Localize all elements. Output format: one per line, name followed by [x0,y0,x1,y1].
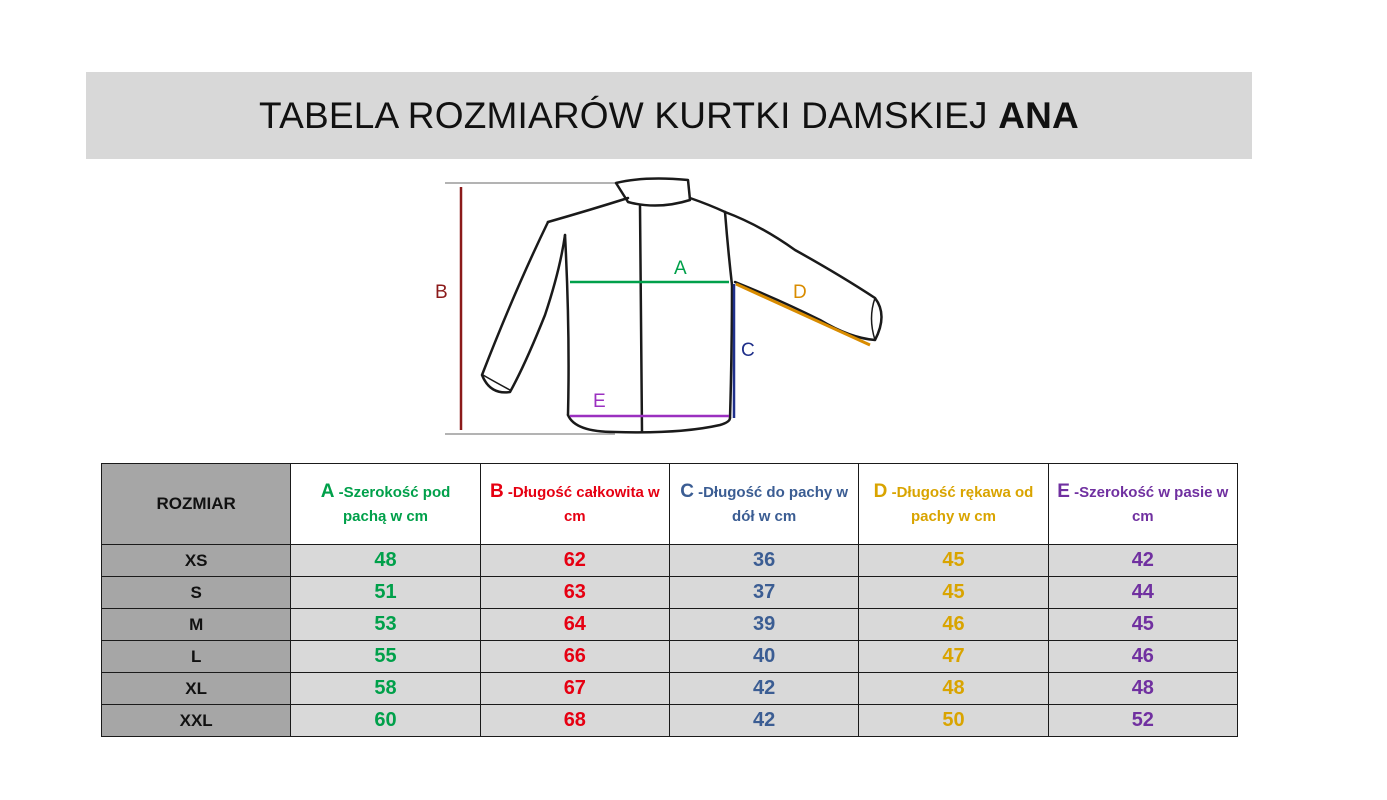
header-a [291,464,480,545]
size-cell: M [102,609,291,641]
jacket-illustration [420,170,920,445]
page-title [259,95,1079,137]
value-b: 64 [480,609,669,641]
value-e: 52 [1048,705,1237,737]
value-a: 58 [291,673,480,705]
header-c-letter: C [680,480,694,502]
header-d-text: -Długość rękawa od pachy w cm [887,483,1034,525]
value-c: 37 [669,577,858,609]
header-a-text: -Szerokość pod pachą w cm [334,483,451,525]
header-size: ROZMIAR [102,464,291,545]
size-cell: XS [102,545,291,577]
value-a: 53 [291,609,480,641]
value-c: 39 [669,609,858,641]
header-c-text: -Długość do pachy w dół w cm [693,483,849,525]
size-cell: L [102,641,291,673]
value-e: 46 [1048,641,1237,673]
header-d [859,464,1048,545]
label-b: B [435,282,448,303]
value-d: 47 [859,641,1048,673]
header-c [669,464,858,545]
title-text: TABELA ROZMIARÓW KURTKI DAMSKIEJ [259,94,999,136]
label-a: A [674,258,687,279]
title-product-name: ANA [998,94,1079,136]
value-d: 46 [859,609,1048,641]
value-c: 42 [669,705,858,737]
value-d: 45 [859,545,1048,577]
label-c: C [741,340,755,361]
value-b: 68 [480,705,669,737]
value-d: 50 [859,705,1048,737]
value-b: 62 [480,545,669,577]
table-row [102,545,1238,577]
size-cell: XL [102,673,291,705]
table-row [102,673,1238,705]
value-b: 67 [480,673,669,705]
value-e: 42 [1048,545,1237,577]
value-b: 66 [480,641,669,673]
title-banner [86,72,1252,159]
value-a: 55 [291,641,480,673]
header-e [1048,464,1237,545]
value-d: 45 [859,577,1048,609]
header-b-letter: B [490,480,504,502]
value-a: 48 [291,545,480,577]
value-c: 36 [669,545,858,577]
value-e: 48 [1048,673,1237,705]
header-b-text: -Długość całkowita w cm [503,483,660,525]
value-c: 42 [669,673,858,705]
table-row [102,705,1238,737]
label-d: D [793,282,807,303]
jacket-outline [482,179,882,433]
header-a-letter: A [320,480,335,502]
table-row [102,609,1238,641]
table-row [102,641,1238,673]
value-a: 51 [291,577,480,609]
value-e: 44 [1048,577,1237,609]
value-e: 45 [1048,609,1237,641]
value-a: 60 [291,705,480,737]
header-e-text: -Szerokość w pasie w cm [1069,483,1229,525]
table-header-row [102,464,1238,545]
table-row [102,577,1238,609]
value-c: 40 [669,641,858,673]
label-e: E [593,391,606,412]
value-d: 48 [859,673,1048,705]
header-e-letter: E [1057,480,1070,502]
size-cell: XXL [102,705,291,737]
size-cell: S [102,577,291,609]
header-b [480,464,669,545]
size-table [101,463,1238,737]
header-d-letter: D [873,480,888,502]
value-b: 63 [480,577,669,609]
jacket-diagram [420,170,920,445]
